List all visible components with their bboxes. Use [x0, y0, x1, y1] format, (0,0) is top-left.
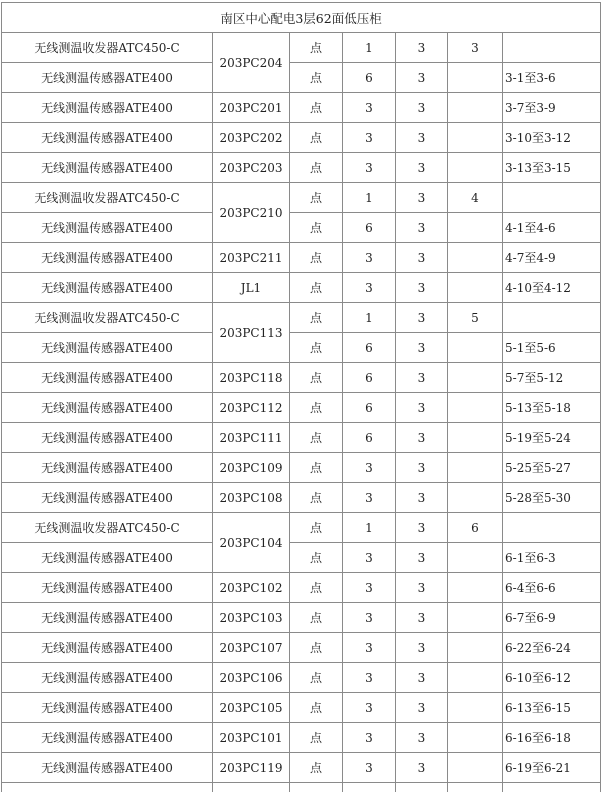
floor-cell: 3	[396, 333, 448, 363]
group-cell: 5	[448, 303, 503, 333]
range-cell: 6-22至6-24	[503, 633, 601, 663]
cabinet-id-cell: 203PC202	[213, 123, 290, 153]
range-cell	[503, 33, 601, 63]
floor-cell: 3	[396, 753, 448, 783]
quantity-cell: 3	[343, 543, 396, 573]
cabinet-id-cell: 203PC111	[213, 423, 290, 453]
floor-cell: 3	[396, 213, 448, 243]
range-cell	[503, 513, 601, 543]
device-name-cell: 无线测温传感器ATE400	[2, 723, 213, 753]
range-cell: 3-1至3-6	[503, 63, 601, 93]
range-cell: 5-7至5-12	[503, 363, 601, 393]
floor-cell: 3	[396, 513, 448, 543]
range-cell: 5-19至5-24	[503, 423, 601, 453]
cabinet-id-cell: 203PC113	[213, 303, 290, 363]
device-name-cell: 无线测温传感器ATE400	[2, 93, 213, 123]
unit-cell: 点	[290, 63, 343, 93]
table-row	[2, 63, 601, 93]
floor-cell: 3	[396, 243, 448, 273]
cabinet-id-cell: JL1	[213, 273, 290, 303]
quantity-cell: 1	[343, 513, 396, 543]
cabinet-id-cell: 203PC102	[213, 573, 290, 603]
table-row	[2, 123, 601, 153]
device-name-cell: 无线测温收发器ATC450-C	[2, 303, 213, 333]
partial-row	[2, 783, 601, 792]
quantity-cell: 6	[343, 63, 396, 93]
empty-cell	[2, 783, 213, 792]
floor-cell: 3	[396, 453, 448, 483]
quantity-cell: 6	[343, 333, 396, 363]
group-cell	[448, 453, 503, 483]
device-name-cell: 无线测温收发器ATC450-C	[2, 183, 213, 213]
cabinet-id-cell: 203PC106	[213, 663, 290, 693]
unit-cell: 点	[290, 723, 343, 753]
table-row	[2, 213, 601, 243]
floor-cell: 3	[396, 543, 448, 573]
floor-cell: 3	[396, 663, 448, 693]
unit-cell: 点	[290, 573, 343, 603]
group-cell	[448, 483, 503, 513]
table-row	[2, 573, 601, 603]
range-cell: 6-13至6-15	[503, 693, 601, 723]
table-row	[2, 423, 601, 453]
unit-cell: 点	[290, 483, 343, 513]
group-cell	[448, 423, 503, 453]
group-cell	[448, 753, 503, 783]
unit-cell: 点	[290, 33, 343, 63]
empty-cell	[343, 783, 396, 792]
range-cell: 4-7至4-9	[503, 243, 601, 273]
group-cell	[448, 663, 503, 693]
cabinet-id-cell: 203PC201	[213, 93, 290, 123]
group-cell	[448, 273, 503, 303]
cabinet-id-cell: 203PC103	[213, 603, 290, 633]
floor-cell: 3	[396, 123, 448, 153]
device-name-cell: 无线测温传感器ATE400	[2, 603, 213, 633]
device-name-cell: 无线测温传感器ATE400	[2, 483, 213, 513]
quantity-cell: 1	[343, 33, 396, 63]
range-cell: 5-25至5-27	[503, 453, 601, 483]
range-cell: 6-7至6-9	[503, 603, 601, 633]
range-cell: 5-1至5-6	[503, 333, 601, 363]
floor-cell: 3	[396, 723, 448, 753]
floor-cell: 3	[396, 303, 448, 333]
quantity-cell: 3	[343, 633, 396, 663]
empty-cell	[213, 783, 290, 792]
device-name-cell: 无线测温传感器ATE400	[2, 393, 213, 423]
cabinet-id-cell: 203PC112	[213, 393, 290, 423]
equipment-table	[1, 2, 601, 792]
range-cell: 4-10至4-12	[503, 273, 601, 303]
cabinet-id-cell: 203PC109	[213, 453, 290, 483]
empty-cell	[290, 783, 343, 792]
floor-cell: 3	[396, 573, 448, 603]
quantity-cell: 3	[343, 573, 396, 603]
floor-cell: 3	[396, 633, 448, 663]
quantity-cell: 6	[343, 393, 396, 423]
unit-cell: 点	[290, 303, 343, 333]
group-cell	[448, 63, 503, 93]
range-cell: 6-16至6-18	[503, 723, 601, 753]
device-name-cell: 无线测温传感器ATE400	[2, 573, 213, 603]
range-cell: 3-10至3-12	[503, 123, 601, 153]
table-row	[2, 663, 601, 693]
group-cell	[448, 543, 503, 573]
floor-cell: 3	[396, 183, 448, 213]
table-row	[2, 363, 601, 393]
cabinet-id-cell: 203PC210	[213, 183, 290, 243]
cabinet-id-cell: 203PC118	[213, 363, 290, 393]
table-row	[2, 483, 601, 513]
range-cell: 5-28至5-30	[503, 483, 601, 513]
range-cell: 3-13至3-15	[503, 153, 601, 183]
range-cell: 6-19至6-21	[503, 753, 601, 783]
unit-cell: 点	[290, 393, 343, 423]
table-row	[2, 543, 601, 573]
range-cell: 5-13至5-18	[503, 393, 601, 423]
device-name-cell: 无线测温传感器ATE400	[2, 153, 213, 183]
table-row	[2, 153, 601, 183]
cabinet-id-cell: 203PC104	[213, 513, 290, 573]
table-row	[2, 753, 601, 783]
quantity-cell: 3	[343, 243, 396, 273]
unit-cell: 点	[290, 153, 343, 183]
quantity-cell: 6	[343, 363, 396, 393]
unit-cell: 点	[290, 753, 343, 783]
range-cell: 3-7至3-9	[503, 93, 601, 123]
device-name-cell: 无线测温传感器ATE400	[2, 273, 213, 303]
group-cell	[448, 243, 503, 273]
cabinet-id-cell: 203PC119	[213, 753, 290, 783]
cabinet-id-cell: 203PC204	[213, 33, 290, 93]
floor-cell: 3	[396, 363, 448, 393]
unit-cell: 点	[290, 243, 343, 273]
empty-cell	[448, 783, 503, 792]
floor-cell: 3	[396, 93, 448, 123]
device-name-cell: 无线测温传感器ATE400	[2, 633, 213, 663]
table-title: 南区中心配电3层62面低压柜	[2, 3, 601, 33]
cabinet-id-cell: 203PC101	[213, 723, 290, 753]
table-row	[2, 273, 601, 303]
group-cell	[448, 123, 503, 153]
range-cell	[503, 183, 601, 213]
device-name-cell: 无线测温传感器ATE400	[2, 363, 213, 393]
device-name-cell: 无线测温传感器ATE400	[2, 63, 213, 93]
unit-cell: 点	[290, 663, 343, 693]
unit-cell: 点	[290, 603, 343, 633]
group-cell	[448, 393, 503, 423]
table-row	[2, 93, 601, 123]
floor-cell: 3	[396, 153, 448, 183]
device-name-cell: 无线测温传感器ATE400	[2, 753, 213, 783]
device-name-cell: 无线测温传感器ATE400	[2, 243, 213, 273]
cabinet-id-cell: 203PC105	[213, 693, 290, 723]
quantity-cell: 6	[343, 423, 396, 453]
group-cell	[448, 633, 503, 663]
device-name-cell: 无线测温传感器ATE400	[2, 333, 213, 363]
quantity-cell: 3	[343, 273, 396, 303]
range-cell: 6-4至6-6	[503, 573, 601, 603]
device-name-cell: 无线测温传感器ATE400	[2, 453, 213, 483]
floor-cell: 3	[396, 693, 448, 723]
title-row	[2, 3, 601, 33]
quantity-cell: 3	[343, 603, 396, 633]
range-cell: 6-1至6-3	[503, 543, 601, 573]
empty-cell	[396, 783, 448, 792]
table-row	[2, 723, 601, 753]
unit-cell: 点	[290, 363, 343, 393]
device-name-cell: 无线测温传感器ATE400	[2, 213, 213, 243]
cabinet-id-cell: 203PC211	[213, 243, 290, 273]
quantity-cell: 3	[343, 453, 396, 483]
floor-cell: 3	[396, 423, 448, 453]
unit-cell: 点	[290, 273, 343, 303]
cabinet-id-cell: 203PC108	[213, 483, 290, 513]
group-cell	[448, 93, 503, 123]
unit-cell: 点	[290, 543, 343, 573]
floor-cell: 3	[396, 393, 448, 423]
group-cell	[448, 723, 503, 753]
group-cell: 3	[448, 33, 503, 63]
range-cell	[503, 303, 601, 333]
unit-cell: 点	[290, 453, 343, 483]
quantity-cell: 3	[343, 723, 396, 753]
empty-cell	[503, 783, 601, 792]
group-cell: 6	[448, 513, 503, 543]
device-name-cell: 无线测温收发器ATC450-C	[2, 33, 213, 63]
quantity-cell: 3	[343, 123, 396, 153]
quantity-cell: 1	[343, 183, 396, 213]
table-row	[2, 603, 601, 633]
group-cell: 4	[448, 183, 503, 213]
unit-cell: 点	[290, 693, 343, 723]
group-cell	[448, 213, 503, 243]
group-cell	[448, 363, 503, 393]
device-name-cell: 无线测温传感器ATE400	[2, 693, 213, 723]
table-row	[2, 513, 601, 543]
group-cell	[448, 693, 503, 723]
device-name-cell: 无线测温传感器ATE400	[2, 423, 213, 453]
floor-cell: 3	[396, 63, 448, 93]
cabinet-id-cell: 203PC107	[213, 633, 290, 663]
table-row	[2, 393, 601, 423]
group-cell	[448, 603, 503, 633]
floor-cell: 3	[396, 603, 448, 633]
cabinet-id-cell: 203PC203	[213, 153, 290, 183]
unit-cell: 点	[290, 183, 343, 213]
group-cell	[448, 153, 503, 183]
unit-cell: 点	[290, 123, 343, 153]
table-row	[2, 333, 601, 363]
quantity-cell: 6	[343, 213, 396, 243]
quantity-cell: 1	[343, 303, 396, 333]
device-name-cell: 无线测温收发器ATC450-C	[2, 513, 213, 543]
floor-cell: 3	[396, 273, 448, 303]
unit-cell: 点	[290, 513, 343, 543]
floor-cell: 3	[396, 33, 448, 63]
device-name-cell: 无线测温传感器ATE400	[2, 543, 213, 573]
range-cell: 6-10至6-12	[503, 663, 601, 693]
table-row	[2, 243, 601, 273]
table-row	[2, 33, 601, 63]
quantity-cell: 3	[343, 153, 396, 183]
unit-cell: 点	[290, 93, 343, 123]
device-name-cell: 无线测温传感器ATE400	[2, 663, 213, 693]
floor-cell: 3	[396, 483, 448, 513]
unit-cell: 点	[290, 213, 343, 243]
group-cell	[448, 573, 503, 603]
quantity-cell: 3	[343, 663, 396, 693]
table-row	[2, 453, 601, 483]
table-row	[2, 303, 601, 333]
table-row	[2, 633, 601, 663]
table-row	[2, 183, 601, 213]
quantity-cell: 3	[343, 693, 396, 723]
unit-cell: 点	[290, 333, 343, 363]
quantity-cell: 3	[343, 753, 396, 783]
device-name-cell: 无线测温传感器ATE400	[2, 123, 213, 153]
range-cell: 4-1至4-6	[503, 213, 601, 243]
quantity-cell: 3	[343, 483, 396, 513]
unit-cell: 点	[290, 423, 343, 453]
table-body	[2, 3, 601, 792]
table-row	[2, 693, 601, 723]
unit-cell: 点	[290, 633, 343, 663]
group-cell	[448, 333, 503, 363]
quantity-cell: 3	[343, 93, 396, 123]
